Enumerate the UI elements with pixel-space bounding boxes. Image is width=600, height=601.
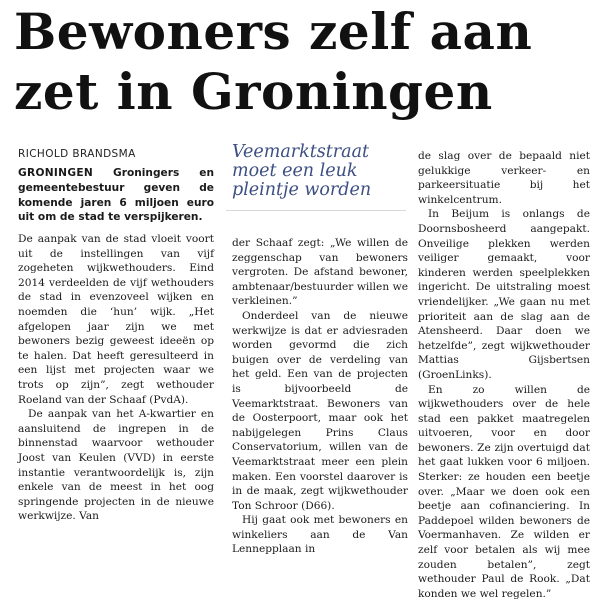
lead-text: Groningers en gemeentebestuur geven de komende jaren 6 miljoen euro uit om de stad te verspijkeren. [18,167,214,223]
paragraph: de slag over de bepaald niet gelukkige verkeer- en parkeersituatie bij het winkelcentrum. [418,149,590,207]
column-3 [418,149,590,601]
pull-quote: Veemarktstraat moet een leuk pleintje worden [232,143,406,200]
paragraph: De aanpak van het A-kwartier en aansluitend de ingrepen in de binnenstad waarvoor wethouder Joost van Keulen (VVD) in eerste instantie verantwoordelijk is, zijn enkele van de meest in het oog springende projecten in de nieuwe werkwijze. Van [18,407,214,524]
lead-paragraph [18,166,214,225]
headline: Bewoners zelf aan zet in Groningen [14,2,594,122]
paragraph: De aanpak van de stad vloeit voort uit de instellingen van vijf zogeheten wijkwethouders. Eind 2014 verdeelden de vijf wethouders de stad in evenzoveel wijken en noemden die ‘hun’ wijk. „Het afgelopen jaar zijn we met bewoners bezig geweest ideeën op te halen. Dat heeft geresulteerd in een lijst met projecten waar we trots op zijn”, zegt wethouder Roeland van der Schaaf (PvdA). [18,232,214,407]
paragraph: der Schaaf zegt: „We willen de zeggenschap van bewoners vergroten. De afstand bewoner, ambtenaar/bestuurder willen we verkleinen.” [232,236,408,309]
byline: RICHOLD BRANDSMA [18,148,136,160]
lead-location: GRONINGEN [18,167,93,179]
column-1 [18,232,214,524]
paragraph: Onderdeel van de nieuwe werkwijze is dat er adviesraden worden gevormd die zich buigen over de verdeling van het geld. Een van de projecten is bijvoorbeeld de Veemarktstraat. Bewoners van de Oosterpoort, maar ook het nabijgelegen Prins Claus Conservatorium, willen van de Veemarktstraat meer een plein maken. Een voorstel daarover is in de maak, zegt wijkwethouder Ton Schroor (D66). [232,309,408,513]
column-2 [232,236,408,557]
paragraph: Hij gaat ook met bewoners en winkeliers aan de Van Lennepplaan in [232,513,408,557]
pull-quote-divider [226,210,406,211]
paragraph: In Beijum is onlangs de Doornsbosheerd aangepakt. Onveilige plekken werden veiliger gemaakt, voor kinderen werden speelplekken ingericht. De uitstraling moest vriendelijker. „We gaan nu met prioriteit aan de slag aan de Atensheerd. Daar doen we hetzelfde”, zegt wijkwethouder Mattias Gijsbertsen (GroenLinks). [418,207,590,382]
paragraph: En zo willen de wijkwethouders over de hele stad een pakket maatregelen uitvoeren, voor en door bewoners. Ze zijn overtuigd dat het gaat lukken voor 6 miljoen. Sterker: ze houden een beetje over. „Maar we doen ook een beetje aan cofinanciering. In Paddepoel wilden bewoners de Voermanhaven. Ze wilden er zelf voor betalen als wij mee zouden betalen”, zegt wethouder Paul de Rook. „Dat konden we wel regelen.” [418,383,590,601]
